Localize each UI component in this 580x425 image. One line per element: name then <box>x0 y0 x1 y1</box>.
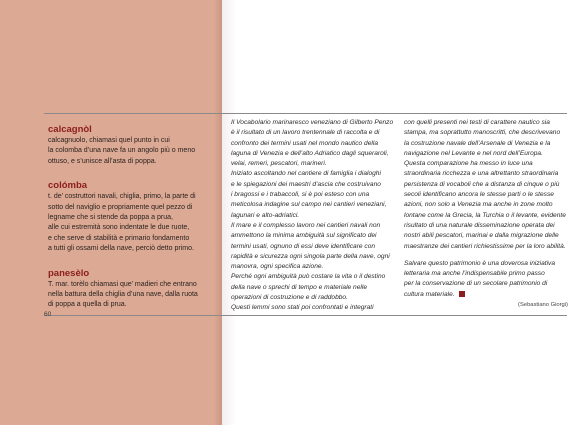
text-line: azioni, non solo a Venezia ma anche in zone molto <box>404 201 553 209</box>
text-line: è il risultato di un lavoro trentennale di raccolta e di <box>231 129 380 137</box>
entry-headword: colómba <box>48 180 88 192</box>
definition-line: T. mar. torèlo chiamasi que’ madieri che entrano <box>48 280 197 288</box>
essay-column-right <box>404 118 570 300</box>
text-line: operazioni di costruzione e di raddobbo. <box>231 294 348 302</box>
text-line: Questa comparazione ha messo in luce una <box>404 160 533 168</box>
definition-line: nella battura della chiglia d’una nave, dalla ruota <box>48 291 198 299</box>
text-line: ammettono la minima ambiguità sul significato dei <box>231 232 377 240</box>
paragraph-spacer <box>404 252 570 259</box>
text-line: Questi lemmi sono stati poi confrontati e integrati <box>231 304 374 312</box>
text-line: con quelli presenti nei testi di carattere nautico sia <box>404 119 550 126</box>
text-line: i bragossi e i trabaccoli, si è poi esteso con una <box>231 191 370 199</box>
text-line: e le spiegazioni dei maestri d’ascia che costruivano <box>231 180 381 188</box>
top-rule <box>44 113 567 114</box>
text-line: maestranze dei cantieri richiestissime per la loro abilità. <box>404 242 566 250</box>
text-line: Il Vocabolario marinaresco veneziano di Gilberto Penzo <box>231 119 394 126</box>
entry-headword: panesèlo <box>48 267 90 279</box>
text-line: manovra, ogni specifica azione. <box>231 263 324 271</box>
text-line: Iniziato ascoltando nel cantiere di famiglia i dialoghi <box>231 170 381 178</box>
glossary-entry <box>48 268 224 311</box>
text-line-content: cultura materiale. <box>404 290 455 298</box>
definition-line: a tutti gli ossami della nave, perciò detto primo. <box>48 245 194 253</box>
text-line: per la conservazione di un secolare patrimonio di <box>404 280 548 288</box>
text-line: Perché ogni ambiguità può costare la vita o il destino <box>231 273 386 281</box>
text-line: laguna di Venezia e dell’alto Adriatico dagli squeraroli, <box>231 149 389 157</box>
text-line: persistenza di vocaboli che a distanza di cinque o più <box>404 180 560 188</box>
glossary-entries <box>48 124 224 324</box>
text-line: Il mare e il complesso lavoro nei cantieri navali non <box>231 221 381 229</box>
glossary-entry <box>48 180 224 254</box>
text-line: lagunari e alto-adriatici. <box>231 211 300 219</box>
entry-definition <box>48 280 224 311</box>
text-line: nostri abili pescatori, marinai e dalla migrazione delle <box>404 232 559 240</box>
definition-line: sotto del naviglio e propriamente quel pezzo di <box>48 203 193 211</box>
entry-definition <box>48 136 224 167</box>
definition-line: la colomba d’una nave fa un angolo più o meno <box>48 147 196 155</box>
definition-line: di poppa a quella di prua. <box>48 301 127 309</box>
text-line: risultato di una naturale disseminazione operata dei <box>404 221 555 229</box>
page-number: 60 <box>44 311 52 318</box>
entry-headword: calcagnòl <box>48 124 92 135</box>
text-line: confronto dei termini usati nel mondo nautico della <box>231 139 378 147</box>
text-line: Salvare questo patrimonio è una doverosa iniziativa <box>404 259 556 267</box>
definition-line: t. de’ costruttori navali, chiglia, primo, la parte di <box>48 193 196 201</box>
entry-definition <box>48 192 224 254</box>
definition-line: calcagnuolo, chiamasi quel punto in cui <box>48 137 170 144</box>
text-line: la costruzione navale dell’Arsenale di Venezia e la <box>404 139 551 147</box>
text-line: rapidità e sicurezza ogni singola parte della nave, ogni <box>231 252 390 260</box>
author-signature: (Sebastiano Giorgi) <box>518 302 568 308</box>
text-line <box>404 290 570 300</box>
text-line: termini usati, ognuno di essi deve identificare con <box>231 242 376 250</box>
end-of-text-square-icon <box>459 291 465 297</box>
text-line: secoli identificano ancora le stesse parti o le stesse <box>404 191 554 199</box>
text-line: meticolosa indagine sul campo nei cantieri veneziani, <box>231 201 387 209</box>
text-line: della nave o sprechi di tempo e materiale nelle <box>231 283 367 291</box>
essay-column-left <box>231 118 399 314</box>
text-line: straordinaria ricchezza e una altrettanto straordinaria <box>404 170 559 178</box>
text-line: lontane come la Grecia, la Turchia o il levante, evidente <box>404 211 566 219</box>
definition-line: ottuso, e s’unisce all’asta di poppa. <box>48 157 157 165</box>
definition-line: e che serve di stabilità e primario fondamento <box>48 234 190 242</box>
text-line: velai, remeri, pescatori, marineri. <box>231 160 327 168</box>
definition-line: alle cui estremità sono indentate le due ruote, <box>48 224 190 232</box>
text-line: navigazione nel Levante e nel nord dell’Europa. <box>404 149 543 157</box>
text-line: stampa, ma soprattutto manoscritti, che descrivevano <box>404 129 561 137</box>
text-line: letteraria ma anche l’indispensabile primo passo <box>404 270 545 278</box>
glossary-entry <box>48 124 224 167</box>
definition-line: legname che si stende da poppa a prua, <box>48 214 173 222</box>
